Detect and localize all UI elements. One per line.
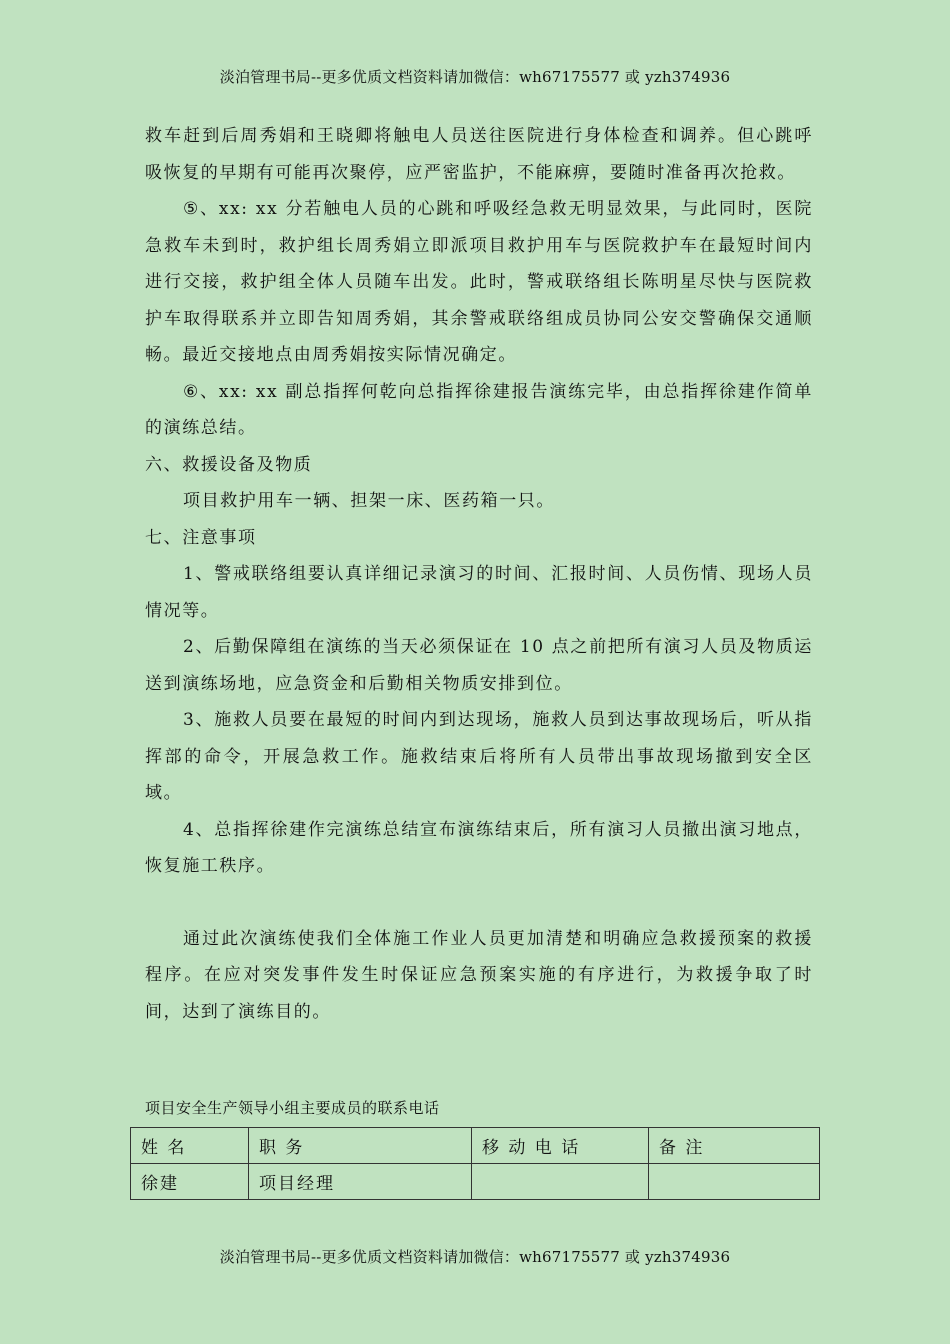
- section-heading-notes: 七、注意事项: [145, 527, 257, 548]
- paragraph-step-5: ⑤、xx: xx 分若触电人员的心跳和呼吸经急救无明显效果，与此同时，医院急救车未到时，救护组长周秀娟立即派项目救护用车与医院救护车在最短时间内进行交接，救护组全体人员随车出发。此时，警戒联络组长陈明星尽快与医院救护车取得联系并立即告知周秀娟，其余警戒联络组成员协同公安交警确保交通顺畅。最近交接地点由周秀娟按实际情况确定。: [145, 199, 813, 365]
- paragraph-equipment-list: 项目救护用车一辆、担架一床、医药箱一只。: [183, 491, 555, 511]
- paragraph-step-6: ⑥、xx: xx 副总指挥何乾向总指挥徐建报告演练完毕，由总指挥徐建作简单的演练总结。: [145, 381, 813, 438]
- cell-mobile: [472, 1164, 649, 1200]
- header-position: 职 务: [249, 1128, 472, 1164]
- note-item-1: 1、警戒联络组要认真详细记录演习的时间、汇报时间、人员伤情、现场人员情况等。: [145, 564, 813, 621]
- paragraph-ambulance-arrival: 救车赶到后周秀娟和王晓卿将触电人员送往医院进行身体检查和调养。但心跳呼吸恢复的早期有可能再次聚停，应严密监护，不能麻痹，要随时准备再次抢救。: [145, 126, 813, 183]
- paragraph-conclusion: 通过此次演练使我们全体施工作业人员更加清楚和明确应急救援预案的救援程序。在应对突发事件发生时保证应急预案实施的有序进行，为救援争取了时间，达到了演练目的。: [145, 928, 813, 1022]
- note-item-2: 2、后勤保障组在演练的当天必须保证在 10 点之前把所有演习人员及物质运送到演练场地，应急资金和后勤相关物质安排到位。: [145, 637, 813, 694]
- document-body: [145, 118, 813, 1030]
- contacts-table: [130, 1127, 820, 1200]
- note-item-3: 3、施救人员要在最短的时间内到达现场，施救人员到达事故现场后，听从指挥部的命令，开展急救工作。施救结束后将所有人员带出事故现场撤到安全区域。: [145, 710, 813, 803]
- header-remarks: 备 注: [649, 1128, 820, 1164]
- cell-position: 项目经理: [249, 1164, 472, 1200]
- table-header-row: [131, 1128, 820, 1164]
- section-heading-equipment: 六、救援设备及物质: [145, 454, 313, 475]
- header-name: 姓 名: [131, 1128, 249, 1164]
- page-header: 淡泊管理书局--更多优质文档资料请加微信：wh67175577 或 yzh374936: [219, 68, 731, 86]
- header-mobile: 移 动 电 话: [472, 1128, 649, 1164]
- table-title: 项目安全生产领导小组主要成员的联系电话: [145, 1099, 440, 1117]
- note-item-4: 4、总指挥徐建作完演练总结宣布演练结束后，所有演习人员撤出演习地点，恢复施工秩序。: [145, 819, 813, 876]
- cell-remarks: [649, 1164, 820, 1200]
- table-row: [131, 1164, 820, 1200]
- paragraph-spacer: [145, 885, 813, 921]
- page-footer: 淡泊管理书局--更多优质文档资料请加微信：wh67175577 或 yzh374936: [219, 1248, 731, 1266]
- cell-name: 徐建: [131, 1164, 249, 1200]
